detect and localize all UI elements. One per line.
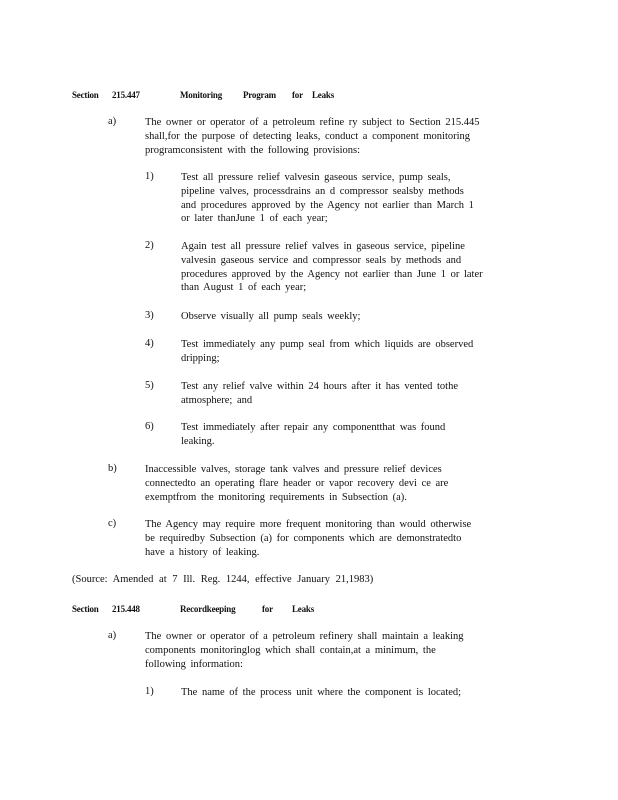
item-label: 1) bbox=[145, 686, 154, 697]
section-number: 215.447 bbox=[112, 90, 140, 100]
paragraph-b-text: Inaccessible valves, storage tank valves and pressure relief devices connectedto an operating flare header or vapor recovery devi ce are exemptfrom the monitoring requirements in Subsection (a). bbox=[145, 464, 449, 503]
section-title-word: Leaks bbox=[312, 90, 335, 100]
section-word: Section bbox=[72, 604, 99, 614]
provision-text: Test immediately after repair any componentthat was found leaking. bbox=[181, 422, 446, 447]
section-title-word: Monitoring bbox=[180, 90, 222, 100]
provision-text: Test all pressure relief valvesin gaseous service, pump seals, pipeline valves, processdrains an d compressor sealsby methods and procedures approved by the Agency not earlier than March 1 or later thanJune 1 of each year; bbox=[181, 172, 474, 225]
provision-label: 3) bbox=[145, 310, 154, 321]
provision-label: 5) bbox=[145, 380, 154, 391]
section-number: 215.448 bbox=[112, 604, 140, 614]
section-title-word: for bbox=[292, 90, 303, 100]
paragraph-label: a) bbox=[108, 116, 117, 127]
item-448-1-text: The name of the process unit where the component is located; bbox=[181, 687, 462, 698]
section-title-word: Recordkeeping bbox=[180, 604, 236, 614]
section-word: Section bbox=[72, 90, 99, 100]
section-title-word: for bbox=[262, 604, 273, 614]
paragraph-label: a) bbox=[108, 630, 117, 641]
section-title-word: Leaks bbox=[292, 604, 315, 614]
provision-label: 1) bbox=[145, 171, 154, 182]
provision-text: Test immediately any pump seal from which liquids are observed dripping; bbox=[181, 339, 474, 364]
paragraph-c-text: The Agency may require more frequent monitoring than would otherwise be requiredby Subsection (a) for components which are demonstratedto have a history of leaking. bbox=[145, 519, 472, 558]
source-note: (Source: Amended at 7 Ill. Reg. 1244, effective January 21,1983) bbox=[72, 574, 374, 585]
paragraph-448-a-text: The owner or operator of a petroleum refinery shall maintain a leaking components monitoringlog which shall contain,at a minimum, the following information: bbox=[145, 631, 464, 670]
provision-label: 2) bbox=[145, 240, 154, 251]
provision-label: 4) bbox=[145, 338, 154, 349]
provision-text: Test any relief valve within 24 hours after it has vented tothe atmosphere; and bbox=[181, 381, 458, 406]
section-title-word: Program bbox=[243, 90, 276, 100]
provision-text: Observe visually all pump seals weekly; bbox=[181, 311, 361, 322]
paragraph-a-text: The owner or operator of a petroleum refine ry subject to Section 215.445 shall,for the purpose of detecting leaks, conduct a component monitoring programconsistent with the following provisions: bbox=[145, 117, 480, 156]
provision-label: 6) bbox=[145, 421, 154, 432]
paragraph-label: c) bbox=[108, 518, 117, 529]
paragraph-label: b) bbox=[108, 463, 117, 474]
provision-text: Again test all pressure relief valves in gaseous service, pipeline valvesin gaseous service and compressor seals by methods and procedures approved by the Agency not earlier than June 1 or later than August 1 of each year; bbox=[181, 241, 483, 294]
